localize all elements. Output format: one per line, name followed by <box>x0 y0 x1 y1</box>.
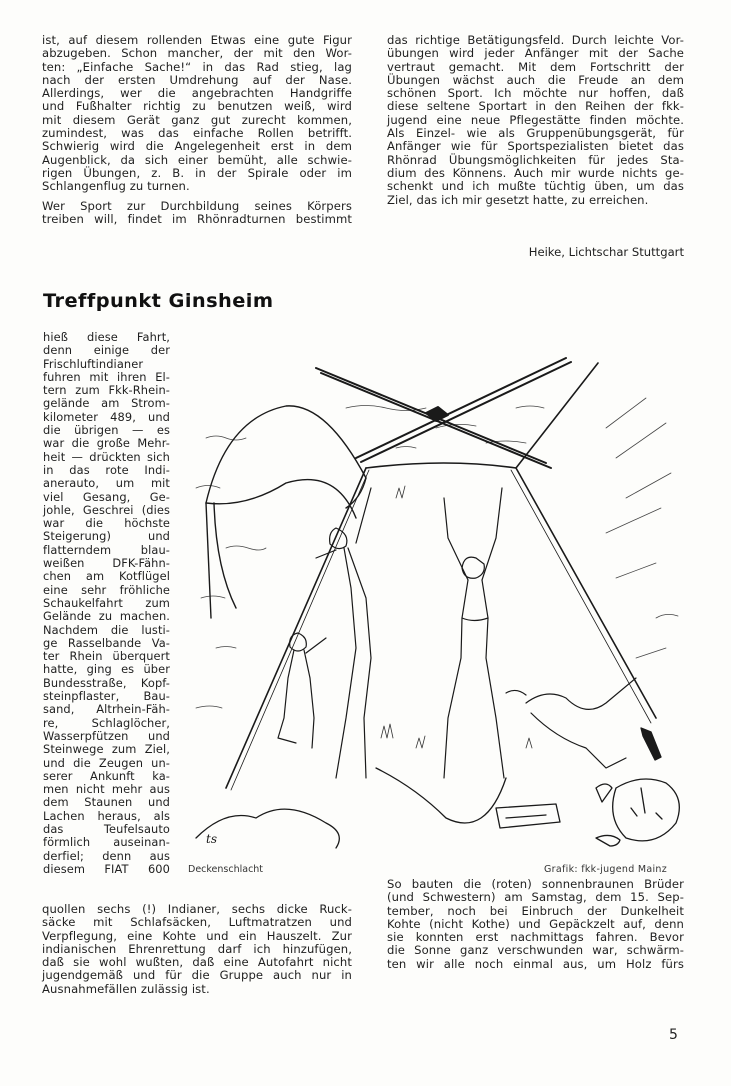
text-line: ge Rasselbande Va- <box>43 635 170 650</box>
blanket <box>206 406 366 618</box>
text-line: Augenblick, da sich einer bemüht, alle schwie- <box>42 152 352 167</box>
text-line: Verpflegung, eine Kohte und ein Hauszelt. Zur <box>42 928 352 943</box>
paragraph <box>42 34 352 194</box>
text-line: Steinwege zum Ziel, <box>43 742 170 757</box>
text-line: fuhren mit ihren El- <box>43 369 170 384</box>
text-line: diese seltene Sportart in den Reihen der fkk- <box>387 99 684 114</box>
top-left-column <box>42 34 352 226</box>
top-right-column <box>387 34 684 207</box>
text-line: säcke mit Schlafsäcken, Luftmatratzen und <box>42 915 352 930</box>
text-line: Kohte (nicht Kothe) und Gepäckzelt auf, denn <box>387 916 684 931</box>
text-line: gelände am Strom- <box>43 396 170 411</box>
text-line: Wasserpfützen und <box>43 728 170 743</box>
text-line: förmlich auseinan- <box>43 835 170 850</box>
text-line: das richtige Betätigungsfeld. Durch leichte Vor- <box>387 33 684 47</box>
text-line: Nachdem die lusti- <box>43 622 170 637</box>
text-line: Ziel, das ich mir gesetzt hatte, zu erreichen. <box>387 192 649 207</box>
text-line: denn einige der <box>43 343 170 358</box>
text-line: die übrigen — es <box>43 423 170 438</box>
text-line: steinpflaster, Bau- <box>43 689 170 704</box>
text-line: Schwierig wird die Angelegenheit erst in dem <box>42 139 352 154</box>
text-line: ten: „Einfache Sache!“ in das Rad stieg, lag <box>42 59 352 74</box>
narrow-column <box>43 331 170 876</box>
text-line: Schlangenflug zu turnen. <box>42 179 190 194</box>
text-line: Allerdings, wer die angebrachten Handgriffe <box>42 86 352 101</box>
text-line: Ausnahmefällen zulässig ist. <box>42 981 210 996</box>
text-line: jugendgemäß und für die Gruppe auch nur in <box>42 968 352 983</box>
figure-arms-raised <box>444 488 504 778</box>
text-line: Rhönrad Übungsmöglichkeiten für jedes Sta- <box>387 152 684 167</box>
text-line: chen am Kotflügel <box>43 569 170 584</box>
background-hatching <box>196 398 678 708</box>
paragraph <box>387 34 684 207</box>
text-line: Lachen heraus, als <box>43 808 170 823</box>
text-line: schönen Sport. Ich möchte nur hoffen, daß <box>387 86 684 101</box>
text-line: abzugeben. Schon mancher, der mit den Wor- <box>42 46 352 61</box>
text-line: und Fußhalter richtig zu benutzen weiß, wird <box>42 99 352 114</box>
text-line: sie konnten erst nachmittags fahren. Bevor <box>387 930 684 945</box>
text-line: (und Schwestern) am Samstag, dem 15. Sep- <box>387 890 684 905</box>
text-line: vertraut gemacht. Mit dem Fortschritt der <box>387 59 684 74</box>
text-line: re, Schlaglöcher, <box>43 715 170 730</box>
text-line: quollen sechs (!) Indianer, sechs dicke Ruck- <box>42 902 352 916</box>
text-line: dium des Könnens. Auch mir wurde nichts ge- <box>387 165 684 180</box>
text-line: flatterndem blau- <box>43 542 170 557</box>
text-line: So bauten die (roten) sonnenbraunen Brüder <box>387 877 684 891</box>
text-line: tern zum Fkk-Rhein- <box>43 383 170 398</box>
camping-items <box>496 728 679 846</box>
text-line: Anfänger wie für Sportspezialisten bietet das <box>387 139 684 154</box>
page-number: 5 <box>669 1027 678 1043</box>
text-line: Steigerung) und <box>43 529 170 544</box>
text-line: eine sehr fröhliche <box>43 582 170 597</box>
article-heading: Treffpunkt Ginsheim <box>43 290 274 312</box>
text-line: war die höchste <box>43 516 170 531</box>
figure-holding-blanket <box>316 488 371 778</box>
text-line: heit — drückten sich <box>43 449 170 464</box>
text-line: derfiel; denn aus <box>43 848 170 863</box>
text-line: Frischluftindianer <box>43 356 144 371</box>
figure-reclining <box>506 678 636 768</box>
text-line: ter Rhein überquert <box>43 649 170 664</box>
tent-poles <box>316 358 571 468</box>
text-line: anerauto, um mit <box>43 476 170 491</box>
text-line: Als Einzel- wie als Gruppenübungsgerät, für <box>387 126 684 141</box>
text-line: Bundesstraße, Kopf- <box>43 675 170 690</box>
grass <box>381 486 532 748</box>
bottom-right-column <box>387 878 684 971</box>
text-line: mit diesem Gerät ganz gut zurecht kommen, <box>42 112 352 127</box>
illustration-caption: Deckenschlacht <box>188 864 264 875</box>
paragraph <box>42 200 352 227</box>
text-line: ten wir alle noch einmal aus, um Holz fürs <box>387 956 684 971</box>
text-line: Schaukelfahrt zum <box>43 595 170 610</box>
text-line: das Teufelsauto <box>43 821 170 836</box>
text-line: Gelände zu machen. <box>43 609 170 624</box>
text-line: jugend eine neue Pflegestätte finden möchte. <box>387 112 684 127</box>
text-line: sand, Altrhein-Fäh- <box>43 702 170 717</box>
text-line: viel Gesang, Ge- <box>43 489 170 504</box>
text-line: ist, auf diesem rollenden Etwas eine gute Figur <box>42 33 352 47</box>
text-line: johle, Geschrei (dies <box>43 502 170 517</box>
paragraph <box>43 331 170 876</box>
text-line: dem Staunen und <box>43 795 170 810</box>
paragraph <box>387 878 684 971</box>
figure-kneeling <box>278 633 326 748</box>
text-line: tember, noch bei Einbruch der Dunkelheit <box>387 903 684 918</box>
text-line: diesem FIAT 600 <box>43 861 170 876</box>
text-line: hieß diese Fahrt, <box>43 330 170 344</box>
author-signature: Heike, Lichtschar Stuttgart <box>528 245 684 259</box>
text-line: in das rote Indi- <box>43 462 170 477</box>
text-line: weißen DFK-Fähn- <box>43 556 170 571</box>
paragraph <box>42 903 352 996</box>
text-line: übungen wird jeder Anfänger mit der Sache <box>387 46 684 61</box>
illustration-deckenschlacht <box>186 318 716 853</box>
text-line: serer Ankunft ka- <box>43 768 170 783</box>
text-line: zumindest, was das einfache Rollen betrifft. <box>42 126 352 141</box>
text-line: Übungen wächst auch die Freude an dem <box>387 72 684 87</box>
bottom-left-column <box>42 903 352 996</box>
text-line: hatte, ging es über <box>43 662 170 677</box>
text-line: schenkt und ich mußte tüchtig üben, um das <box>387 179 684 194</box>
text-line: indianischen Ehrenrettung darf ich hinzufügen, <box>42 941 352 956</box>
text-line: die Sonne ganz verschwunden war, schwärm- <box>387 943 684 958</box>
text-line: rigen Übungen, z. B. in der Spirale oder im <box>42 165 352 180</box>
text-line: und die Zeugen un- <box>43 755 170 770</box>
text-line: nach der ersten Umdrehung auf der Nase. <box>42 72 352 87</box>
text-line: Wer Sport zur Durchbildung seines Körpers <box>42 198 352 213</box>
text-line: men nicht mehr aus <box>43 782 170 797</box>
text-line: daß sie wohl wußten, daß eine Autofahrt nicht <box>42 955 352 970</box>
text-line: war die große Mehr- <box>43 436 170 451</box>
ground-blanket <box>196 768 506 848</box>
text-line: kilometer 489, und <box>43 409 170 424</box>
illustration-credit: Grafik: fkk-jugend Mainz <box>544 864 668 875</box>
artist-monogram: ts <box>206 832 217 846</box>
text-line: treiben will, findet im Rhönradturnen bestimmt <box>42 211 352 226</box>
